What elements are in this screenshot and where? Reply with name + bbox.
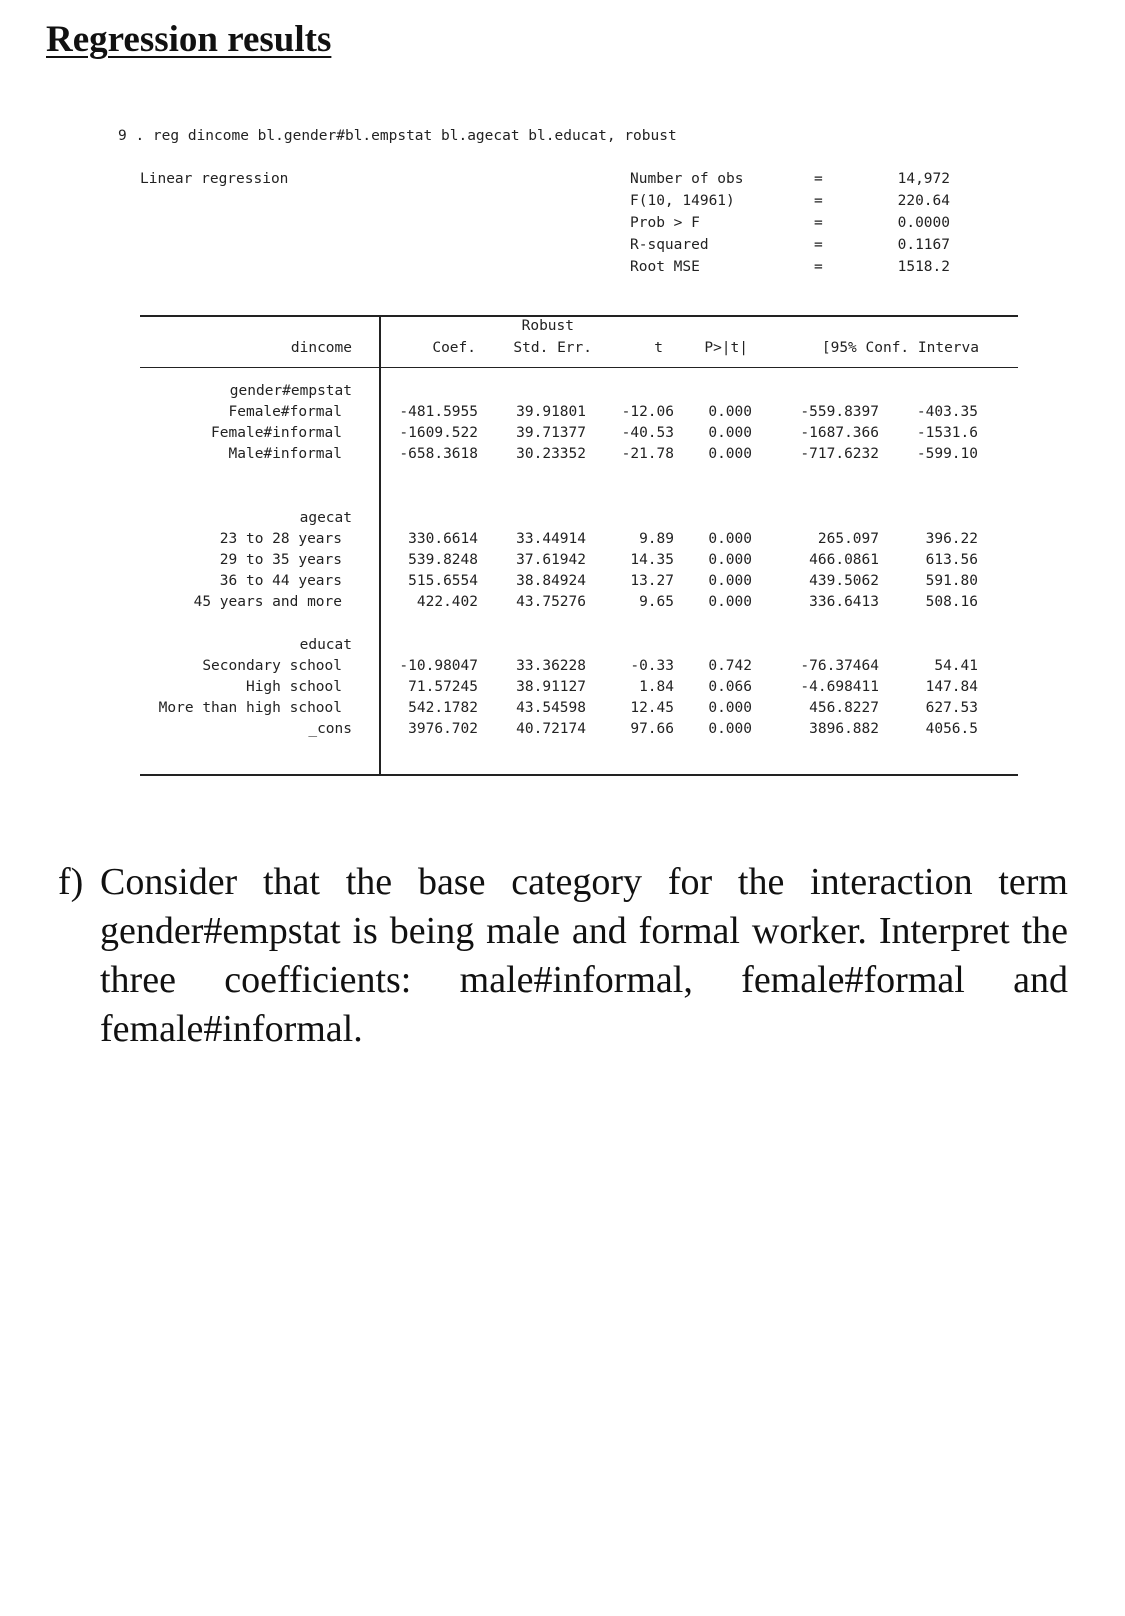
cell-se: 43.75276 [516,594,586,610]
group-label: gender#empstat [229,383,352,399]
cell-p: 0.000 [708,425,752,441]
model-stats [630,171,950,281]
cell-coef: 422.402 [416,594,478,610]
cell-se: 30.23352 [516,446,586,462]
stat-row [630,237,950,259]
cell-coef: -481.5955 [399,404,478,420]
question-block [58,858,1068,1054]
cell-coef: -1609.522 [399,425,478,441]
row-label: 29 to 35 years [219,552,342,568]
group-label: educat [299,637,352,653]
cell-ci-low: -559.8397 [800,404,879,420]
cell-ci-high: -599.10 [916,446,978,462]
cons-label: _cons [308,721,352,737]
header-p: P>|t| [704,340,748,356]
stat-equals: = [814,193,823,209]
stat-value: 0.0000 [897,215,950,231]
cons-ci-high: 4056.5 [925,721,978,737]
cell-p: 0.000 [708,700,752,716]
cell-ci-low: -1687.366 [800,425,879,441]
cell-se: 33.36228 [516,658,586,674]
stat-value: 1518.2 [897,259,950,275]
cell-ci-high: 627.53 [925,700,978,716]
cell-t: 13.27 [630,573,674,589]
cell-ci-high: -403.35 [916,404,978,420]
stat-label: Number of obs [630,171,744,187]
cell-t: -12.06 [621,404,674,420]
stat-row [630,171,950,193]
stat-equals: = [814,215,823,231]
table-header-rule [140,367,1018,368]
cell-se: 38.91127 [516,679,586,695]
cell-t: 9.65 [639,594,674,610]
cell-p: 0.000 [708,552,752,568]
header-conf-interval: [95% Conf. Interva [821,340,979,356]
row-label: 36 to 44 years [219,573,342,589]
cell-ci-high: -1531.6 [916,425,978,441]
stat-label: Root MSE [630,259,700,275]
cell-t: -0.33 [630,658,674,674]
cell-ci-high: 613.56 [925,552,978,568]
cell-ci-low: -4.698411 [800,679,879,695]
stat-label: Prob > F [630,215,700,231]
cell-coef: 539.8248 [408,552,478,568]
cell-ci-low: 439.5062 [809,573,879,589]
cell-coef: -658.3618 [399,446,478,462]
model-type: Linear regression [140,171,289,187]
stat-row [630,193,950,215]
cell-coef: 330.6614 [408,531,478,547]
cell-p: 0.000 [708,446,752,462]
cell-ci-low: -717.6232 [800,446,879,462]
cell-se: 39.71377 [516,425,586,441]
stat-label: R-squared [630,237,709,253]
cell-t: 1.84 [639,679,674,695]
row-label: Secondary school [202,658,342,674]
cell-se: 43.54598 [516,700,586,716]
page-heading: Regression results [46,19,332,60]
row-label: Female#formal [228,404,342,420]
row-label: High school [245,679,342,695]
stat-label: F(10, 14961) [630,193,735,209]
cell-p: 0.000 [708,531,752,547]
stat-equals: = [814,171,823,187]
stat-row [630,215,950,237]
cell-p: 0.742 [708,658,752,674]
cell-coef: 542.1782 [408,700,478,716]
cell-p: 0.000 [708,404,752,420]
cell-ci-low: 336.6413 [809,594,879,610]
cell-ci-high: 396.22 [925,531,978,547]
header-depvar: dincome [290,340,352,356]
stat-value: 14,972 [897,171,950,187]
cell-se: 38.84924 [516,573,586,589]
cell-coef: 71.57245 [408,679,478,695]
row-label: Female#informal [211,425,342,441]
stata-command: 9 . reg dincome bl.gender#bl.empstat bl.agecat bl.educat, robust [118,128,677,144]
cell-ci-low: 456.8227 [809,700,879,716]
group-label: agecat [299,510,352,526]
cell-t: -21.78 [621,446,674,462]
cell-se: 39.91801 [516,404,586,420]
regression-table [140,315,1018,776]
header-std-err: Std. Err. [513,340,592,356]
row-label: Male#informal [228,446,342,462]
cell-t: -40.53 [621,425,674,441]
cell-ci-high: 508.16 [925,594,978,610]
cons-se: 40.72174 [516,721,586,737]
cell-ci-high: 54.41 [934,658,978,674]
cell-ci-low: 466.0861 [809,552,879,568]
stat-value: 0.1167 [897,237,950,253]
question-text: Consider that the base category for the interaction term gender#empstat is being male and formal worker. Interpret the three coefficients: male#informal, female#formal and female#informal. [100,861,1068,1050]
table-bottom-rule [140,774,1018,776]
cell-p: 0.066 [708,679,752,695]
cell-se: 33.44914 [516,531,586,547]
cell-p: 0.000 [708,573,752,589]
cell-t: 9.89 [639,531,674,547]
row-label: More than high school [158,700,342,716]
row-label: 23 to 28 years [219,531,342,547]
cell-p: 0.000 [708,594,752,610]
cons-p: 0.000 [708,721,752,737]
row-label: 45 years and more [193,594,342,610]
cons-t: 97.66 [630,721,674,737]
header-robust: Robust [521,318,574,334]
stat-value: 220.64 [897,193,950,209]
cell-t: 14.35 [630,552,674,568]
question-label: f) [58,861,84,903]
cell-coef: 515.6554 [408,573,478,589]
header-coef: Coef. [432,340,476,356]
cell-ci-high: 591.80 [925,573,978,589]
stat-equals: = [814,237,823,253]
cell-ci-low: 265.097 [817,531,879,547]
header-t: t [654,340,663,356]
cell-t: 12.45 [630,700,674,716]
cell-se: 37.61942 [516,552,586,568]
cell-coef: -10.98047 [399,658,478,674]
cons-coef: 3976.702 [408,721,478,737]
cell-ci-low: -76.37464 [800,658,879,674]
table-top-rule [140,315,1018,317]
stat-row [630,259,950,281]
table-column-divider [379,315,381,776]
cell-ci-high: 147.84 [925,679,978,695]
stat-equals: = [814,259,823,275]
cons-ci-low: 3896.882 [809,721,879,737]
